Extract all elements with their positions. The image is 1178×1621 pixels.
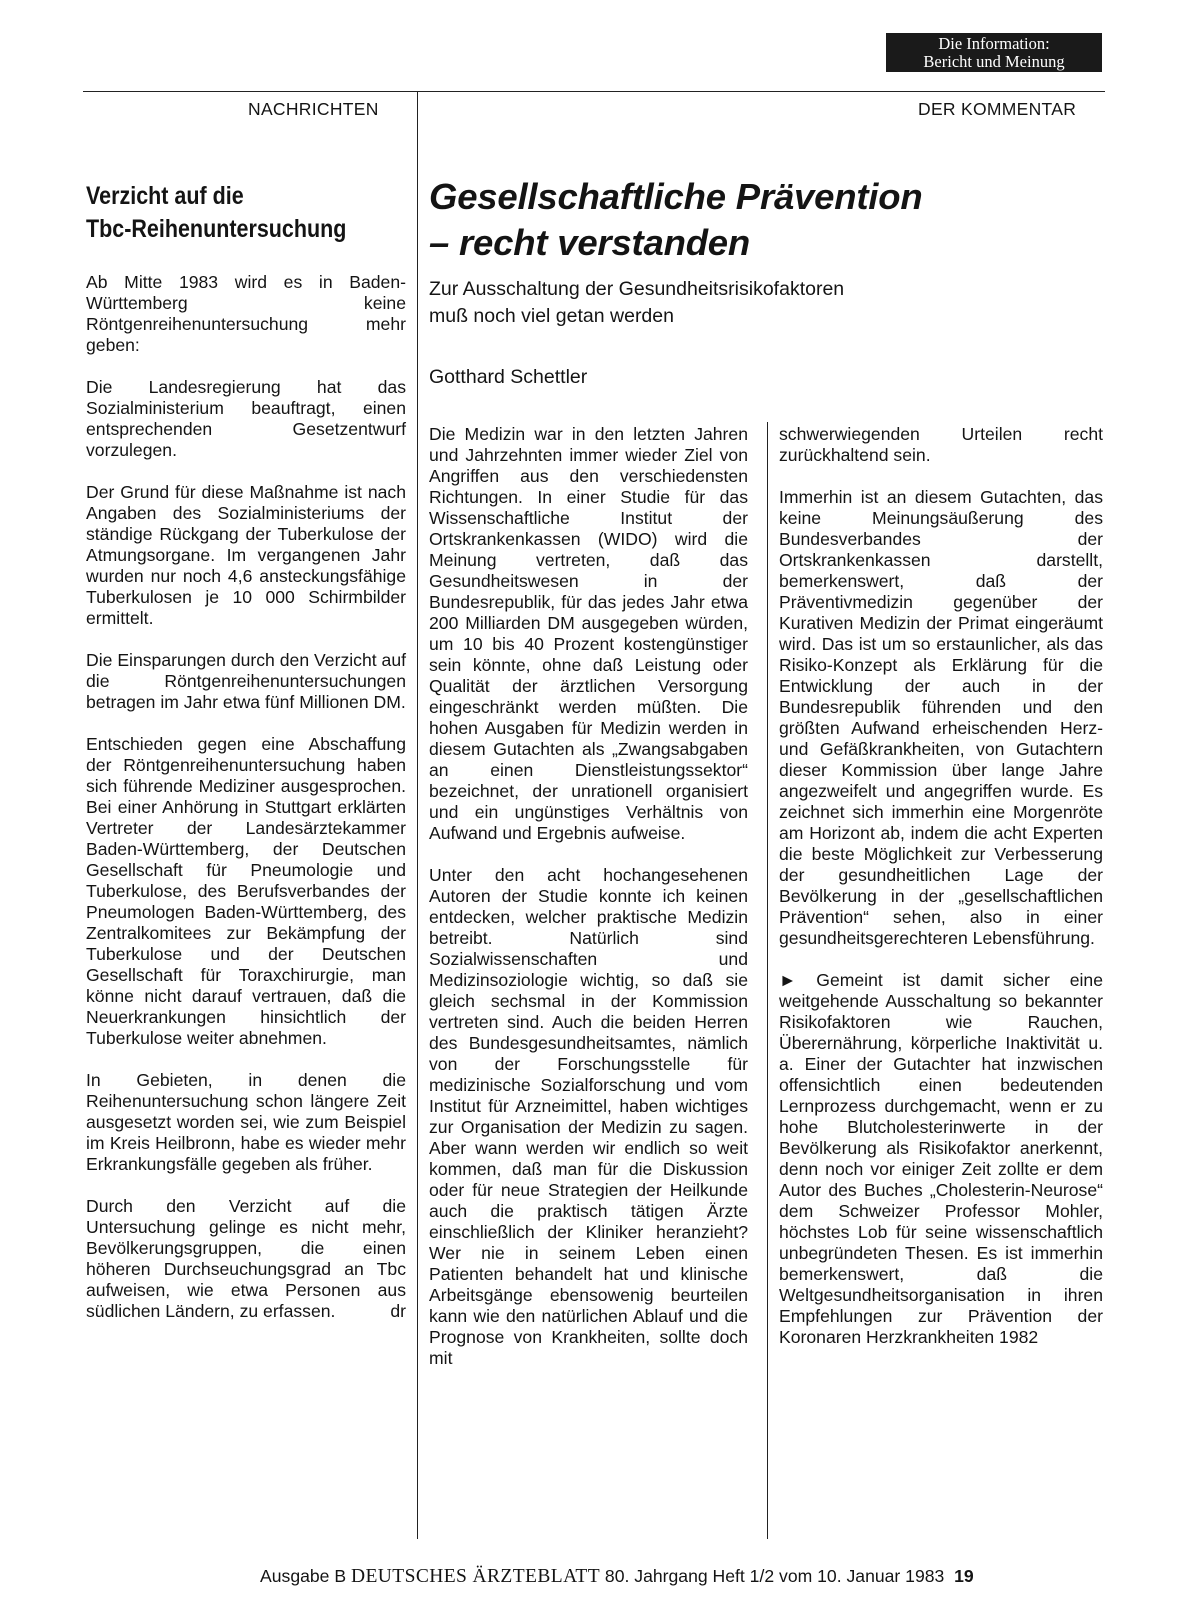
- paragraph: In Gebieten, in denen die Reihenuntersuchung schon längere Zeit ausgesetzt worden sei, wie zum Beispiel im Kreis Heilbronn, habe es wieder mehr Erkrankungsfälle gegeben als früher.: [86, 1070, 406, 1174]
- left-article-body: [86, 272, 406, 1322]
- paragraph: Ab Mitte 1983 wird es in Baden-Württemberg keine Röntgenreihenuntersuchung mehr geben:: [86, 272, 406, 355]
- paragraph: Die Medizin war in den letzten Jahren und Jahrzehnten immer wieder Ziel von Angriffen aus den verschiedensten Richtungen. In einer Studie für das Wissenschaftliche Institut der Ortskrankenkassen (WIDO) wird die Meinung vertreten, daß das Gesundheitswesen in der Bundesrepublik, für das jedes Jahr etwa 200 Milliarden DM ausgegeben würden, um 10 bis 40 Prozent kostengünstiger sein könnte, ohne daß Leistung oder Qualität der ärztlichen Versorgung eingeschränkt werden müßten. Die hohen Ausgaben für Medizin werden in diesem Gutachten als „Zwangsabgaben an einen Dienstleistungssektor“ bezeichnet, der unrationell organisiert und ein ungünstiges Verhältnis von Aufwand und Ergebnis aufweise.: [429, 424, 748, 843]
- top-rule: [83, 91, 1105, 92]
- paragraph: ► Gemeint ist damit sicher eine weitgehende Ausschaltung so bekannter Risikofaktoren wie Rauchen, Überernährung, körperliche Inaktivität u. a. Einer der Gutachter hat inzwischen offensichtlich einen bedeutenden Lernprozess durchgemacht, wenn er zu hohe Blutcholesterinwerte in der Bevölkerung als Risikofaktor anerkennt, denn noch vor einiger Zeit zollte er dem Autor des Buches „Cholesterin-Neurose“ dem Schweizer Professor Mohler, höchstes Lob für seine wissenschaftlich unbegründeten Thesen. Es ist immerhin bemerkenswert, daß die Weltgesundheitsorganisation in ihren Empfehlungen zur Prävention der Koronaren Herzkrankheiten 1982: [779, 970, 1103, 1347]
- section-badge: [886, 33, 1102, 72]
- page-footer: [260, 1566, 974, 1588]
- page-number: 19: [954, 1566, 974, 1586]
- badge-line-2: Bericht und Meinung: [923, 52, 1065, 71]
- left-headline-line-2: Tbc-Reihenuntersuchung: [86, 215, 347, 243]
- paragraph: [86, 1196, 406, 1322]
- left-headline-line-1: Verzicht auf die: [86, 182, 244, 210]
- commentary-column-2: [779, 424, 1103, 1369]
- footer-edition: Ausgabe B: [260, 1566, 347, 1586]
- paragraph: Immerhin ist an diesem Gutachten, das keine Meinungsäußerung des Bundesverbandes der Ortskrankenkassen darstellt, bemerkenswert, daß der Präventivmedizin gegenüber der Kurativen Medizin der Primat eingeräumt wird. Das ist um so erstaunlicher, als das Risiko-Konzept als Erklärung für die Entwicklung der auch in der Bundesrepublik führenden und den größten Aufwand erheischenden Herz- und Gefäßkrankheiten, von Gutachtern dieser Kommission über lange Jahre angezweifelt und angegriffen wurde. Es zeichnet sich immerhin eine Morgenröte am Horizont ab, indem die acht Experten die beste Möglichkeit zur Verbesserung der gesundheitlichen Lage der Bevölkerung in der „gesellschaftlichen Prävention“ sehen, also in einer gesundheitsgerechteren Lebensführung.: [779, 487, 1103, 948]
- footer-journal: DEUTSCHES ÄRZTEBLATT: [350, 1566, 601, 1587]
- subtitle-line-1: Zur Ausschaltung der Gesundheitsrisikofaktoren: [429, 278, 845, 300]
- commentary-column-1: [429, 424, 748, 1390]
- paragraph: Unter den acht hochangesehenen Autoren der Studie konnte ich keinen entdecken, welcher praktische Medizin betreibt. Natürlich sind Sozialwissenschaften und Medizinsoziologie wichtig, so daß sie gleich sechsmal in der Kommission vertreten sind. Auch die beiden Herren des Bundesgesundheitsamtes, nämlich von der Forschungsstelle für medizinische Sozialforschung und vom Institut für Arzneimittel, haben wichtiges zur Organisation der Medizin zu sagen. Aber wann werden wir endlich so weit kommen, daß man für die Diskussion oder für neue Strategien der Heilkunde auch die praktisch tätigen Ärzte einschließlich der Kliniker heranzieht? Wer nie in seinem Leben einen Patienten behandelt hat und klinische Arbeitsgänge ebensowenig beurteilen kann wie den natürlichen Ablauf und die Prognose von Krankheiten, sollte doch mit: [429, 865, 748, 1368]
- column-divider: [417, 91, 418, 1539]
- last-paragraph-text: Durch den Verzicht auf die Untersuchung gelinge es nicht mehr, Bevölkerungsgruppen, die einen höheren Durchseuchungsgrad an Tbc aufweisen, wie etwa Personen aus südlichen Ländern, zu erfassen.: [86, 1196, 406, 1321]
- left-headline: [86, 180, 361, 246]
- commentary-title-line-2: – recht verstanden: [429, 222, 750, 263]
- section-label-kommentar: DER KOMMENTAR: [918, 99, 1077, 119]
- paragraph: Der Grund für diese Maßnahme ist nach Angaben des Sozialministeriums der ständige Rückgang der Tuberkulose der Atmungsorgane. Im vergangenen Jahr wurden nur noch 4,6 ansteckungsfähige Tuberkulosen je 10 000 Schirmbilder ermittelt.: [86, 482, 406, 628]
- badge-line-1: Die Information:: [938, 34, 1050, 53]
- author-signature: dr: [390, 1301, 406, 1321]
- paragraph: Die Landesregierung hat das Sozialministerium beauftragt, einen entsprechenden Gesetzentwurf vorzulegen.: [86, 377, 406, 460]
- footer-issue: 80. Jahrgang Heft 1/2 vom 10. Januar 1983: [604, 1566, 945, 1586]
- commentary-title: [429, 174, 1109, 266]
- paragraph: schwerwiegenden Urteilen recht zurückhaltend sein.: [779, 424, 1103, 465]
- paragraph: Entschieden gegen eine Abschaffung der Röntgenreihenuntersuchung haben sich führende Mediziner ausgesprochen. Bei einer Anhörung in Stuttgart erklärten Vertreter der Landesärztekammer Baden-Württemberg, der Deutschen Gesellschaft für Pneumologie und Tuberkulose, des Berufsverbandes der Pneumologen Baden-Württemberg, des Zentralkomitees zur Bekämpfung der Tuberkulose und der Deutschen Gesellschaft für Toraxchirurgie, man könne nicht darauf vertrauen, daß die Neuerkrankungen hinsichtlich der Tuberkulose weiter abnehmen.: [86, 734, 406, 1048]
- commentary-title-line-1: Gesellschaftliche Prävention: [429, 176, 923, 217]
- paragraph: Die Einsparungen durch den Verzicht auf die Röntgenreihenuntersuchungen betragen im Jahr etwa fünf Millionen DM.: [86, 650, 406, 712]
- author-name: Gotthard Schettler: [429, 366, 588, 388]
- section-label-nachrichten: NACHRICHTEN: [248, 99, 379, 119]
- commentary-subtitle: [429, 276, 989, 330]
- column-divider-right: [767, 422, 768, 1539]
- subtitle-line-2: muß noch viel getan werden: [429, 305, 674, 327]
